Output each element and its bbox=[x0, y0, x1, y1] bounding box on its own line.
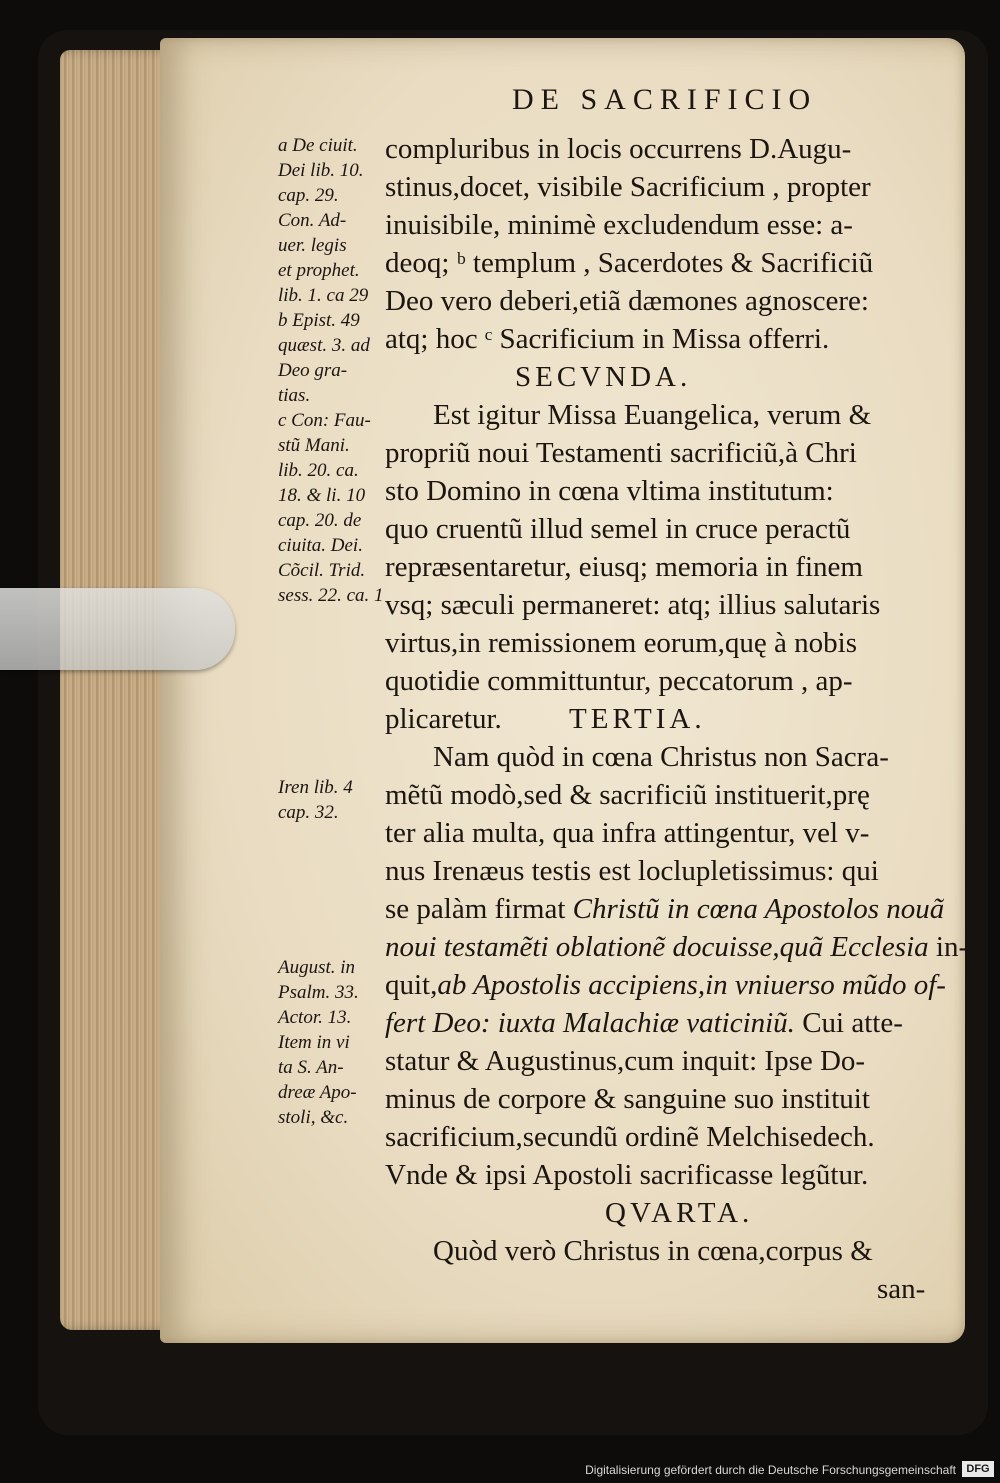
note-line: c Con: Fau- bbox=[278, 410, 371, 431]
catchword: san- bbox=[877, 1273, 926, 1305]
note-line: tias. bbox=[278, 385, 311, 406]
text-line: vsq; sæculi permaneret: atq; illius salutaris bbox=[385, 589, 881, 621]
page-clip bbox=[0, 588, 235, 670]
text-line: Deo vero deberi,etiã dæmones agnoscere: bbox=[385, 285, 869, 317]
text-line: quo cruentũ illud semel in cruce peractũ bbox=[385, 513, 851, 545]
text-line: virtus,in remissionem eorum,quę à nobis bbox=[385, 627, 857, 659]
note-line: cap. 20. de bbox=[278, 510, 362, 531]
note-line: sess. 22. ca. 1 bbox=[278, 585, 384, 606]
marginal-note bbox=[278, 133, 403, 608]
note-line: Actor. 13. bbox=[278, 1007, 352, 1028]
text-line: nus Irenæus testis est loclupletissimus: qui bbox=[385, 855, 879, 887]
text-line: Quòd verò Christus in cœna,corpus & bbox=[433, 1235, 873, 1267]
note-line: Dei lib. 10. bbox=[278, 160, 364, 181]
text-line: minus de corpore & sanguine suo instituit bbox=[385, 1083, 870, 1115]
text-line: sto Domino in cœna vltima institutum: bbox=[385, 475, 834, 507]
section-heading-tertia: TERTIA. bbox=[569, 703, 706, 735]
dfg-logo: DFG bbox=[962, 1461, 994, 1477]
text-line: quotidie committuntur, peccatorum , ap- bbox=[385, 665, 853, 697]
note-line: Con. Ad- bbox=[278, 210, 347, 231]
note-line: lib. 20. ca. bbox=[278, 460, 359, 481]
text-line: repræsentaretur, eiusq; memoria in finem bbox=[385, 551, 863, 583]
marginal-note bbox=[278, 955, 403, 1130]
text-line bbox=[385, 928, 975, 966]
marginal-note bbox=[278, 775, 403, 825]
quotation-fragment: ab Apostolis accipiens,in vniuerso mũdo of- bbox=[437, 969, 946, 1001]
note-line: 18. & li. 10 bbox=[278, 485, 366, 506]
text-line: atq; hoc ᶜ Sacrificium in Missa offerri. bbox=[385, 323, 830, 355]
note-line: stũ Mani. bbox=[278, 435, 350, 456]
note-line: Cõcil. Trid. bbox=[278, 560, 366, 581]
note-line: lib. 1. ca 29 bbox=[278, 285, 369, 306]
note-line: a De ciuit. bbox=[278, 135, 358, 156]
main-text bbox=[385, 130, 975, 1308]
text-line: statur & Augustinus,cum inquit: Ipse Do- bbox=[385, 1045, 866, 1077]
text-line bbox=[385, 890, 975, 928]
note-line: August. in bbox=[278, 957, 356, 978]
note-line: cap. 29. bbox=[278, 185, 339, 206]
note-line: quæst. 3. ad bbox=[278, 335, 370, 356]
quotation-fragment: fert Deo: iuxta Malachiæ vaticiniũ. bbox=[385, 1007, 795, 1039]
text-line: compluribus in locis occurrens D.Augu- bbox=[385, 133, 852, 165]
note-line: dreæ Apo- bbox=[278, 1082, 357, 1103]
text-line: propriũ noui Testamenti sacrificiũ,à Chri bbox=[385, 437, 857, 469]
text-fragment: plicaretur. bbox=[385, 703, 502, 735]
text-fragment: quit, bbox=[385, 969, 438, 1001]
text-line: stinus,docet, visibile Sacrificium , propter bbox=[385, 171, 871, 203]
section-heading-secunda: SECVNDA. bbox=[515, 361, 692, 393]
quotation-fragment: noui testamẽti oblationẽ docuisse,quã Ecclesia bbox=[385, 931, 929, 963]
text-fragment: in- bbox=[928, 931, 969, 963]
note-line: Psalm. 33. bbox=[278, 982, 359, 1003]
text-line-with-heading bbox=[385, 700, 975, 738]
section-heading-quarta: QVARTA. bbox=[605, 1197, 754, 1229]
text-line: deoq; ᵇ templum , Sacerdotes & Sacrificiũ bbox=[385, 247, 874, 279]
note-line: Item in vi bbox=[278, 1032, 350, 1053]
text-line: sacrificium,secundũ ordinẽ Melchisedech. bbox=[385, 1121, 875, 1153]
note-line: stoli, &c. bbox=[278, 1107, 349, 1128]
note-line: ta S. An- bbox=[278, 1057, 344, 1078]
text-line: mẽtũ modò,sed & sacrificiũ instituerit,prę bbox=[385, 779, 870, 811]
text-line: ter alia multa, qua infra attingentur, vel v- bbox=[385, 817, 870, 849]
text-fragment: se palàm firmat bbox=[385, 893, 573, 925]
text-line bbox=[385, 966, 975, 1004]
quotation-fragment: Christũ in cœna Apostolos nouã bbox=[572, 893, 945, 925]
note-line: uer. legis bbox=[278, 235, 347, 256]
text-line bbox=[385, 1004, 975, 1042]
text-fragment: Cui atte- bbox=[794, 1007, 903, 1039]
note-line: cap. 32. bbox=[278, 802, 339, 823]
note-line: Iren lib. 4 bbox=[278, 777, 353, 798]
text-line: inuisibile, minimè excludendum esse: a- bbox=[385, 209, 853, 241]
note-line: Deo gra- bbox=[278, 360, 348, 381]
funding-credit: Digitalisierung gefördert durch die Deutsche Forschungsgemeinschaft bbox=[585, 1463, 956, 1477]
note-line: ciuita. Dei. bbox=[278, 535, 363, 556]
note-line: b Epist. 49 bbox=[278, 310, 360, 331]
running-head: DE SACRIFICIO bbox=[512, 83, 818, 116]
text-line: Est igitur Missa Euangelica, verum & bbox=[433, 399, 872, 431]
text-line: Vnde & ipsi Apostoli sacrificasse legũtur. bbox=[385, 1159, 869, 1191]
text-line: Nam quòd in cœna Christus non Sacra- bbox=[433, 741, 889, 773]
note-line: et prophet. bbox=[278, 260, 360, 281]
footer-bar bbox=[0, 1455, 1000, 1483]
